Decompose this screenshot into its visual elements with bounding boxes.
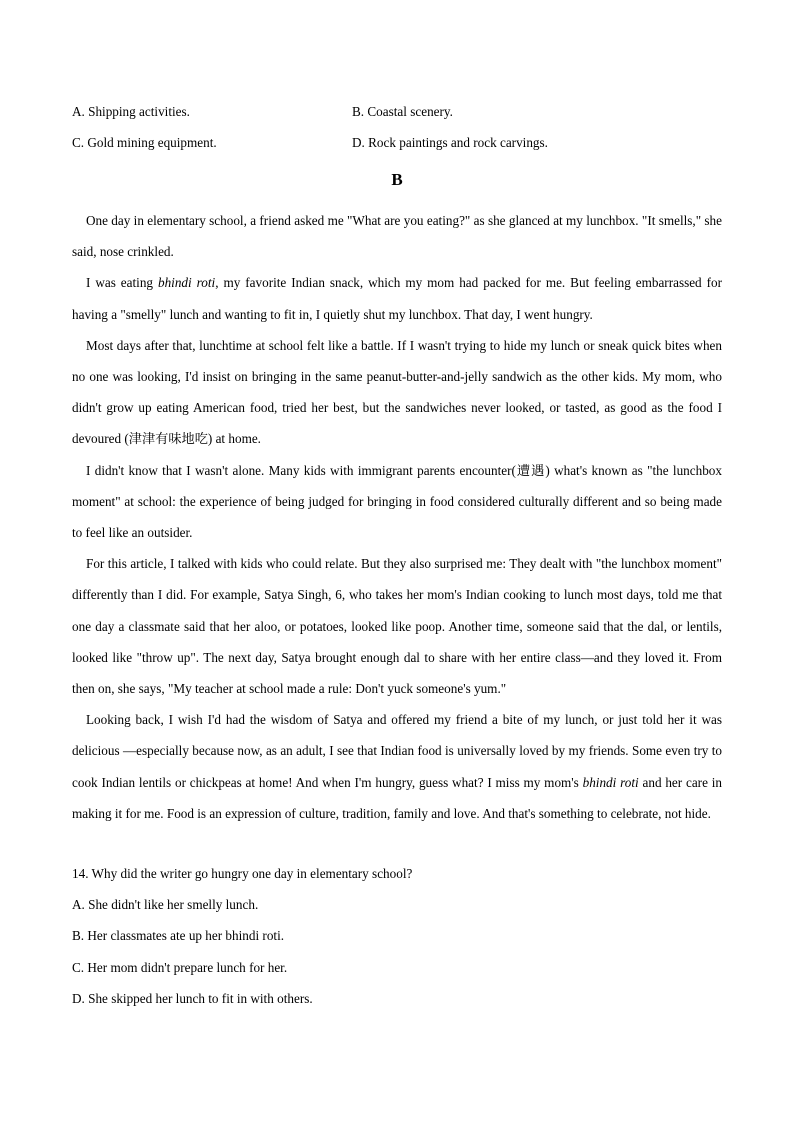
- paragraph-text: , my favorite Indian snack, which my mom had packed for me. But feeling embarrassed for having a "smelly" lunch and wanting to fit in, I quietly shut my lunchbox. That day, I went hungry.: [72, 275, 722, 322]
- passage-paragraph: [72, 330, 722, 455]
- paragraph-text: One day in elementary school, a friend asked me "What are you eating?" as she glanced at my lunchbox. "It smells," she said, nose crinkled.: [72, 213, 722, 260]
- answer-option-a: A. She didn't like her smelly lunch.: [72, 897, 259, 913]
- option-a: A. Shipping activities.: [72, 104, 190, 119]
- section-heading: B: [391, 170, 403, 189]
- italic-term: bhindi roti: [582, 774, 639, 790]
- answer-option-d: D. She skipped her lunch to fit in with others.: [72, 990, 313, 1006]
- question-stem: 14. Why did the writer go hungry one day in elementary school?: [72, 866, 413, 881]
- answer-option-c: C. Her mom didn't prepare lunch for her.: [72, 959, 288, 975]
- passage-paragraph: [72, 205, 722, 267]
- paragraph-text: Most days after that, lunchtime at school felt like a battle. If I wasn't trying to hide my lunch or sneak quick bites when no one was looking, I'd insist on bringing in the same peanut-butter-and-jelly sandwich as the other kids. My mom, who didn't grow up eating American food, tried her best, but the sandwiches never looked, or tasted, as good as the food I devoured (津津有味地吃) at home.: [72, 337, 722, 447]
- option-d: D. Rock paintings and rock carvings.: [352, 135, 548, 150]
- passage-paragraph: [72, 704, 722, 829]
- paragraph-text: and her care in making it for me. Food is an expression of culture, tradition, family and love. And that's something to celebrate, not hide.: [72, 774, 722, 821]
- passage-paragraph: [72, 267, 722, 329]
- paragraph-text: I was eating: [86, 275, 158, 291]
- paragraph-text: For this article, I talked with kids who could relate. But they also surprised me: They dealt with "the lunchbox moment" differently than I did. For example, Satya Singh, 6, who takes her mom's Indian cooking to lunch most days, told me that one day a classmate said that her aloo, or potatoes, looked like poop. Another time, someone said that the dal, or lentils, looked like "throw up". The next day, Satya brought enough dal to share with her entire class—and they loved it. From then on, she says, "My teacher at school made a rule: Don't yuck someone's yum.": [72, 556, 722, 697]
- passage-paragraph: [72, 548, 722, 704]
- question-14: [72, 858, 722, 1014]
- option-c: C. Gold mining equipment.: [72, 135, 217, 150]
- italic-term: bhindi roti: [157, 275, 216, 291]
- reading-passage: [72, 205, 722, 829]
- paragraph-text: Looking back, I wish I'd had the wisdom of Satya and offered my friend a bite of my lunch, or just told her it was delicious —especially because now, as an adult, I see that Indian food is universally loved by my friends. Some even try to cook Indian lentils or chickpeas at home! And when I'm hungry, guess what? I miss my mom's: [72, 712, 722, 790]
- answer-option-b: B. Her classmates ate up her bhindi roti.: [72, 928, 285, 944]
- passage-paragraph: [72, 455, 722, 549]
- paragraph-text: I didn't know that I wasn't alone. Many kids with immigrant parents encounter(遭遇) what's known as "the lunchbox moment" at school: the experience of being judged for bringing in food considered culturally different and so being made to feel like an outsider.: [72, 462, 722, 541]
- option-b: B. Coastal scenery.: [352, 104, 453, 119]
